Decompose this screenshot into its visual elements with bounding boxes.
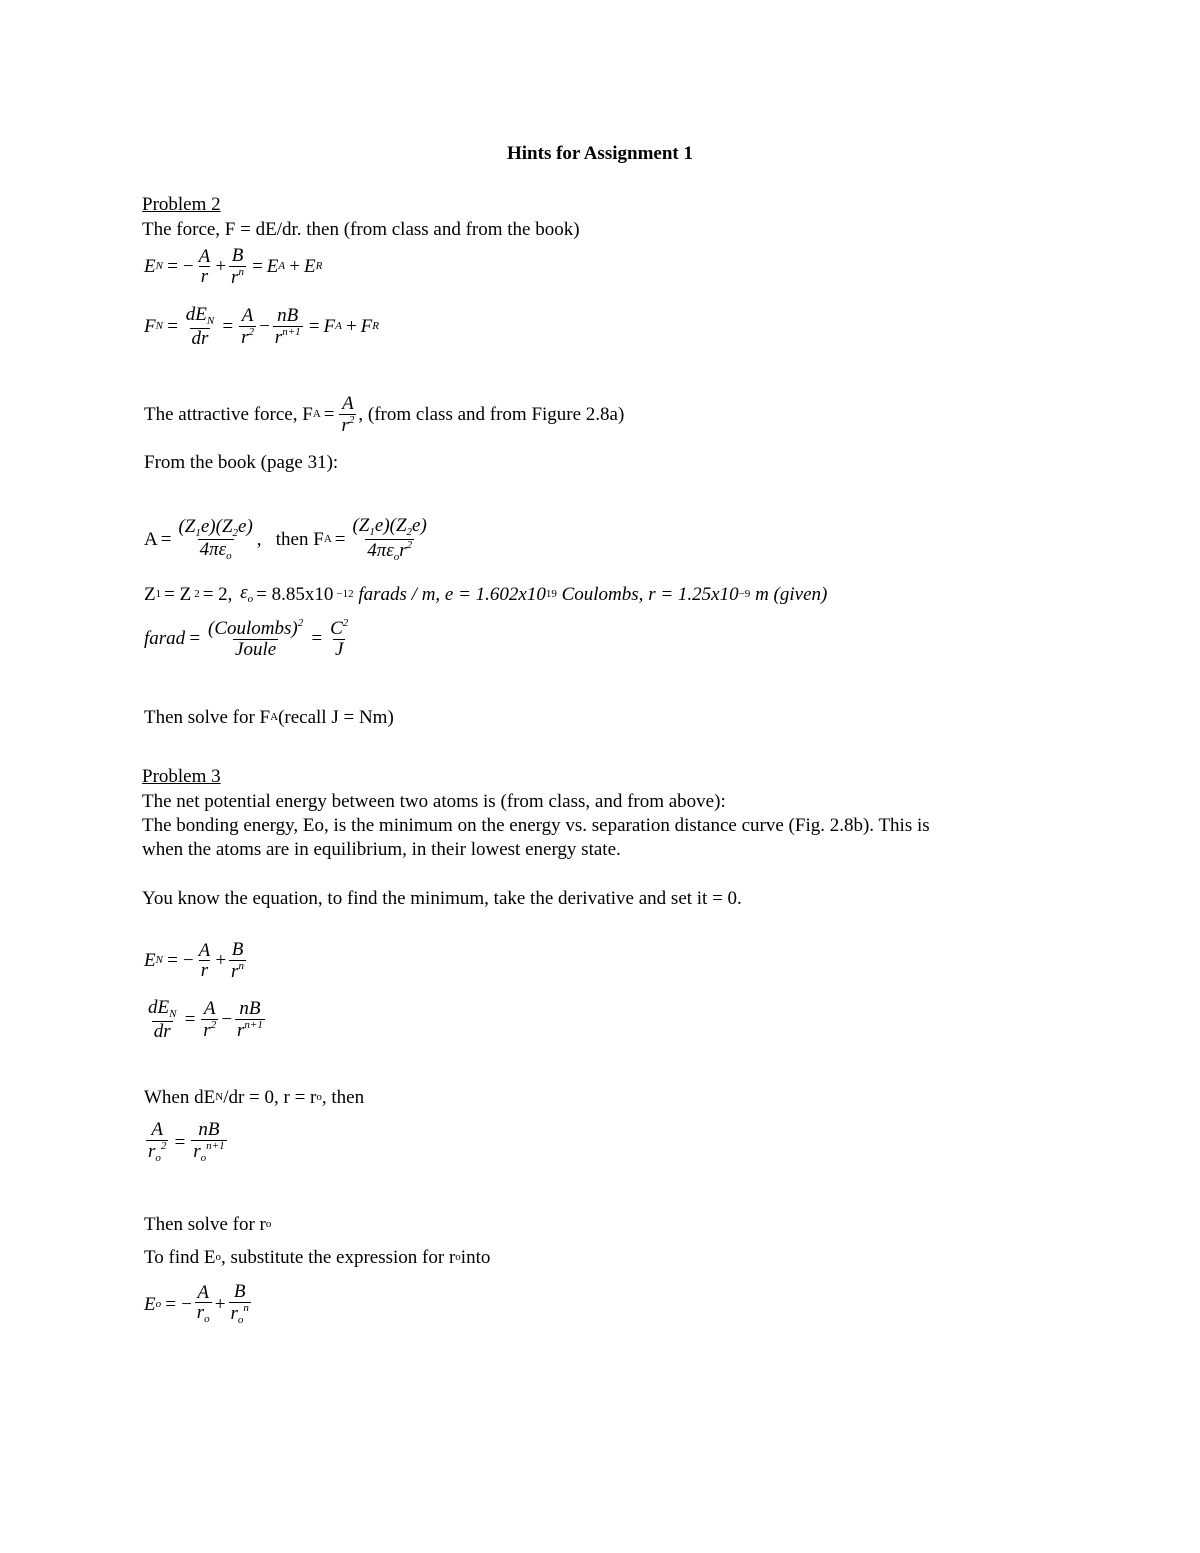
- epsilon-unit: farads / m,: [358, 583, 441, 605]
- solve-fa-note: (recall J = Nm): [278, 707, 394, 728]
- equation-net-force: F N = $\frac{dE_N}{dr}$ = $\frac{A}{r^2}$ − $\frac{nB}{r^{n+1}}$ = F A + F R: [144, 304, 379, 349]
- radius-unit: m (given): [755, 583, 828, 605]
- find-eo-into: into: [460, 1247, 491, 1268]
- when-then: , then: [321, 1087, 365, 1108]
- joule-label: Joule: [235, 638, 277, 660]
- solve-fa-label: Then solve for F: [144, 707, 271, 728]
- find-eo-substitute: , substitute the expression for r: [221, 1247, 456, 1268]
- when-label: When dE: [144, 1087, 216, 1108]
- z-equals: = Z: [164, 583, 192, 605]
- solve-ro-line: Then solve for r o: [144, 1214, 272, 1235]
- radius-exponent: −9: [738, 587, 751, 600]
- problem-2-heading: Problem 2: [142, 194, 221, 215]
- radius-value: r = 1.25x10: [648, 583, 739, 605]
- equation-net-energy: E N = − $\frac{A}{r}$ + $\frac{B}{r^n}$ = E A + E R: [144, 245, 323, 288]
- attractive-force-label: The attractive force, F: [144, 404, 313, 426]
- when-condition: /dr = 0, r = r: [223, 1087, 317, 1108]
- book-reference: From the book (page 31):: [144, 452, 339, 473]
- solve-fa-line: Then solve for F A (recall J = Nm): [144, 707, 394, 728]
- charge-value: e = 1.602x10: [444, 583, 546, 605]
- page-title: Hints for Assignment 1: [507, 143, 693, 164]
- charge-unit: Coulombs,: [561, 583, 644, 605]
- epsilon-value: = 8.85x10: [256, 583, 334, 605]
- z-value: = 2,: [202, 583, 233, 605]
- solve-ro-label: Then solve for r: [144, 1214, 266, 1235]
- problem-2-intro: The force, F = dE/dr. then (from class and from the book): [142, 219, 580, 240]
- problem-3-line-1: The net potential energy between two atoms is (from class, and from above):: [142, 791, 726, 812]
- then-fa-label: then F: [275, 529, 324, 551]
- equilibrium-condition-line: When dE N /dr = 0, r = r o , then: [144, 1087, 365, 1108]
- constants-line: Z 1 = Z 2 = 2, $\varepsilon_o$ = 8.85x10 −12 farads / m, e = 1.602x10 19 Coulombs, r = 1.25x10 −9 m (given): [144, 582, 828, 605]
- epsilon-exponent: −12: [336, 587, 354, 600]
- attractive-force-line: The attractive force, F A = $\frac{A}{r^2}$ , (from class and from Figure 2.8a): [144, 393, 625, 436]
- problem-3-heading: Problem 3: [142, 766, 221, 787]
- attractive-force-source: , (from class and from Figure 2.8a): [358, 404, 625, 426]
- charge-exponent: 19: [545, 587, 557, 600]
- find-eo-line: To find E o , substitute the expression for r o into: [144, 1247, 491, 1268]
- equation-net-energy-2: E N = − $\frac{A}{r}$ + $\frac{B}{r^n}$: [144, 939, 244, 982]
- find-eo-label: To find E: [144, 1247, 216, 1268]
- problem-3-line-2: The bonding energy, Eo, is the minimum on the energy vs. separation distance curve (Fig. 2.8b). This is: [142, 815, 930, 836]
- equation-farad: farad = $\frac{(Coulombs)^2}{\text{Joule}}$ = $\frac{C^2}{J}$: [144, 617, 349, 660]
- equation-derivative: $\frac{dE_N}{dr}$ = $\frac{A}{r^2}$ − $\frac{nB}{r^{n+1}}$: [148, 997, 263, 1042]
- problem-3-line-3: when the atoms are in equilibrium, in their lowest energy state.: [142, 839, 621, 860]
- equation-bonding-energy: E o = − $\frac{A}{r_o}$ + $\frac{B}{r_o^n}$: [144, 1281, 249, 1326]
- problem-3-line-4: You know the equation, to find the minimum, take the derivative and set it = 0.: [142, 888, 742, 909]
- coulombs-label: (Coulombs): [208, 618, 298, 639]
- equation-equilibrium: $\frac{A}{r_o^2}$ = $\frac{nB}{r_o^{n+1}}$: [148, 1119, 225, 1164]
- equation-coulomb-constant: A = $\frac{(Z_1e)(Z_2e)}{4\pi\varepsilon_o}$ , then F A = $\frac{(Z_1e)(Z_2e)}{4\pi\varepsilon_or^2}$: [144, 515, 427, 563]
- z1-symbol: Z: [144, 583, 156, 605]
- farad-label: farad: [144, 628, 186, 650]
